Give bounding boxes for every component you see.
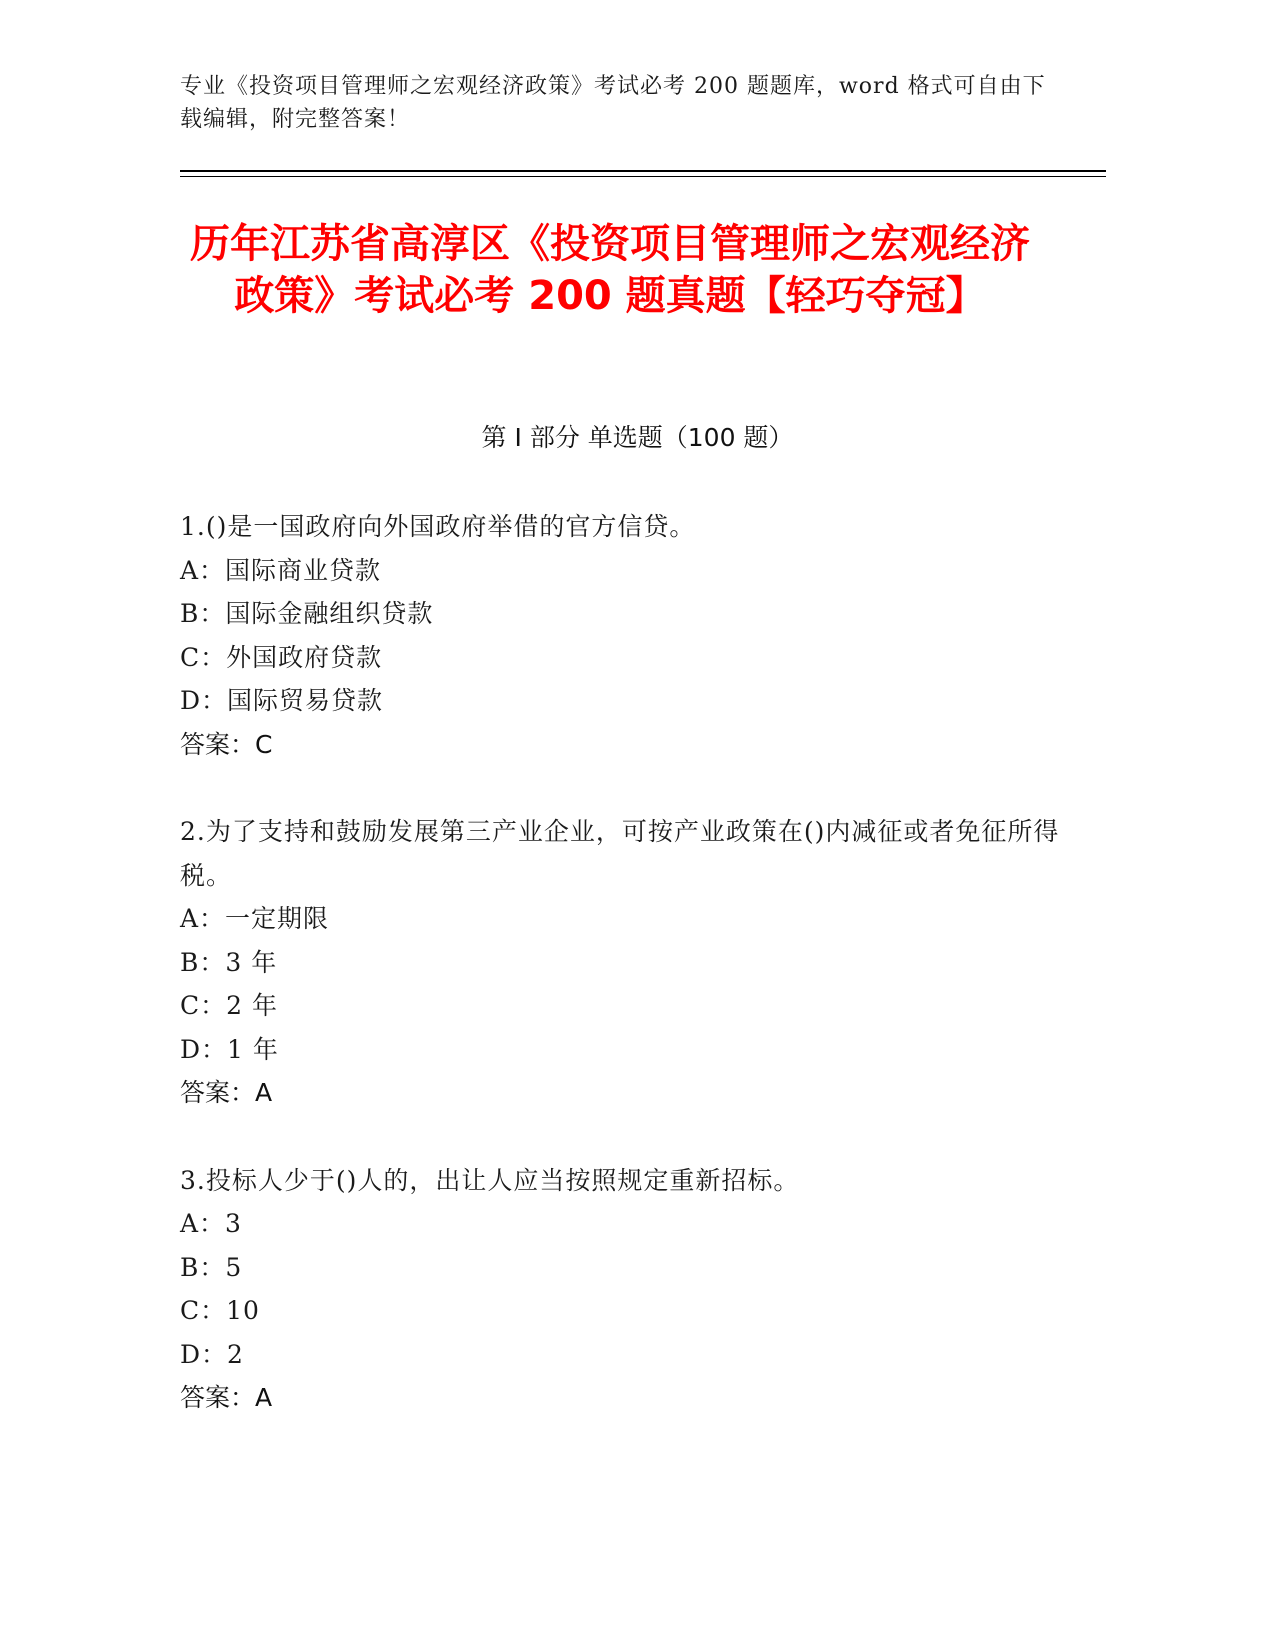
option-b: B：5 <box>180 1252 243 1282</box>
option-b: B：国际金融组织贷款 <box>180 599 434 628</box>
option-d: D：2 <box>180 1339 244 1369</box>
header-rule-thin <box>180 176 1106 177</box>
option-b: B：3 年 <box>180 947 278 977</box>
question-2 <box>180 810 1060 1115</box>
option-c: C：外国政府贷款 <box>180 642 383 672</box>
section-title: 第 I 部分 单选题（100 题） <box>481 423 794 452</box>
option-a: A：3 <box>180 1209 242 1238</box>
option-a: A：国际商业贷款 <box>180 555 382 585</box>
question-3 <box>180 1159 1060 1420</box>
header-rule-thick <box>180 170 1106 172</box>
question-stem: 3.投标人少于()人的，出让人应当按照规定重新招标。 <box>180 1165 800 1195</box>
option-c: C：10 <box>180 1296 260 1325</box>
question-stem: 1.()是一国政府向外国政府举借的官方信贷。 <box>180 512 696 541</box>
option-d: D：国际贸易贷款 <box>180 686 384 715</box>
question-stem: 2.为了支持和鼓励发展第三产业企业，可按产业政策在()内减征或者免征所得税。 <box>180 817 1060 890</box>
option-a: A：一定期限 <box>180 904 330 933</box>
option-c: C：2 年 <box>180 991 278 1020</box>
answer: 答案：A <box>180 1383 273 1412</box>
answer: 答案：C <box>180 729 273 759</box>
option-d: D：1 年 <box>180 1034 279 1064</box>
answer: 答案：A <box>180 1078 273 1107</box>
document-title: 历年江苏省高淳区《投资项目管理师之宏观经济政策》考试必考 200 题真题【轻巧夺冠】 <box>190 221 1030 319</box>
header-note: 专业《投资项目管理师之宏观经济政策》考试必考 200 题题库，word 格式可自由下载编辑，附完整答案！ <box>180 74 1046 132</box>
question-1 <box>180 505 1060 766</box>
question-list <box>180 505 1060 1420</box>
